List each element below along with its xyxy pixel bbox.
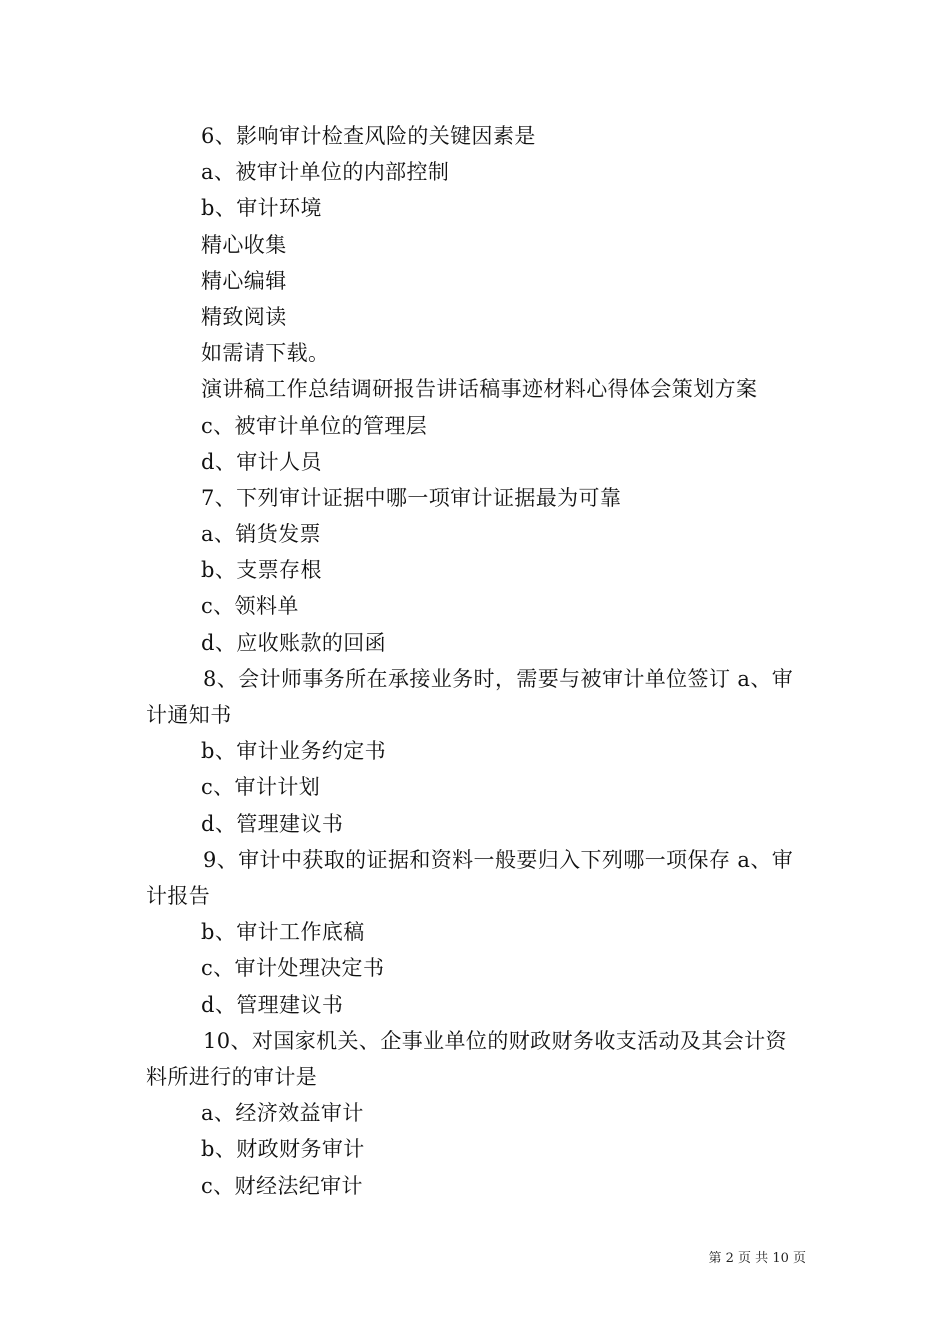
ad-line-edit: 精心编辑 — [201, 268, 287, 293]
q6-option-a: a、被审计单位的内部控制 — [201, 160, 450, 185]
q7-option-c: c、领料单 — [201, 594, 299, 619]
q8-option-b: b、审计业务约定书 — [201, 739, 387, 764]
question-10: 10、对国家机关、企事业单位的财政财务收支活动及其会计资料所进行的审计是 — [146, 1028, 787, 1089]
q10-option-c: c、财经法纪审计 — [201, 1173, 363, 1198]
ad-line-read: 精致阅读 — [201, 304, 287, 329]
q6-option-d: d、审计人员 — [201, 449, 322, 474]
document-body — [146, 118, 806, 1204]
q9-option-b: b、审计工作底稿 — [201, 920, 365, 945]
q7-option-a: a、销货发票 — [201, 522, 321, 547]
q10-option-a: a、经济效益审计 — [201, 1101, 364, 1126]
q6-option-b: b、审计环境 — [201, 196, 322, 221]
q6-option-c: c、被审计单位的管理层 — [201, 413, 428, 438]
q7-option-b: b、支票存根 — [201, 558, 322, 583]
q8-option-d: d、管理建议书 — [201, 811, 344, 836]
q8-option-c: c、审计计划 — [201, 775, 321, 800]
ad-line-download: 如需请下载。 — [201, 341, 330, 366]
question-9: 9、审计中获取的证据和资料一般要归入下列哪一项保存 a、审计报告 — [146, 847, 794, 908]
q9-option-d: d、管理建议书 — [201, 992, 344, 1017]
page-number: 第 2 页 共 10 页 — [708, 1251, 806, 1266]
question-6: 6、影响审计检查风险的关键因素是 — [201, 124, 536, 148]
question-8: 8、会计师事务所在承接业务时，需要与被审计单位签订 a、审计通知书 — [146, 666, 794, 728]
question-7: 7、下列审计证据中哪一项审计证据最为可靠 — [201, 485, 622, 510]
ad-line-categories: 演讲稿工作总结调研报告讲话稿事迹材料心得体会策划方案 — [201, 377, 758, 402]
q10-option-b: b、财政财务审计 — [201, 1137, 365, 1162]
ad-line-collect: 精心收集 — [201, 232, 287, 257]
q7-option-d: d、应收账款的回函 — [201, 630, 387, 655]
q9-option-c: c、审计处理决定书 — [201, 956, 385, 981]
